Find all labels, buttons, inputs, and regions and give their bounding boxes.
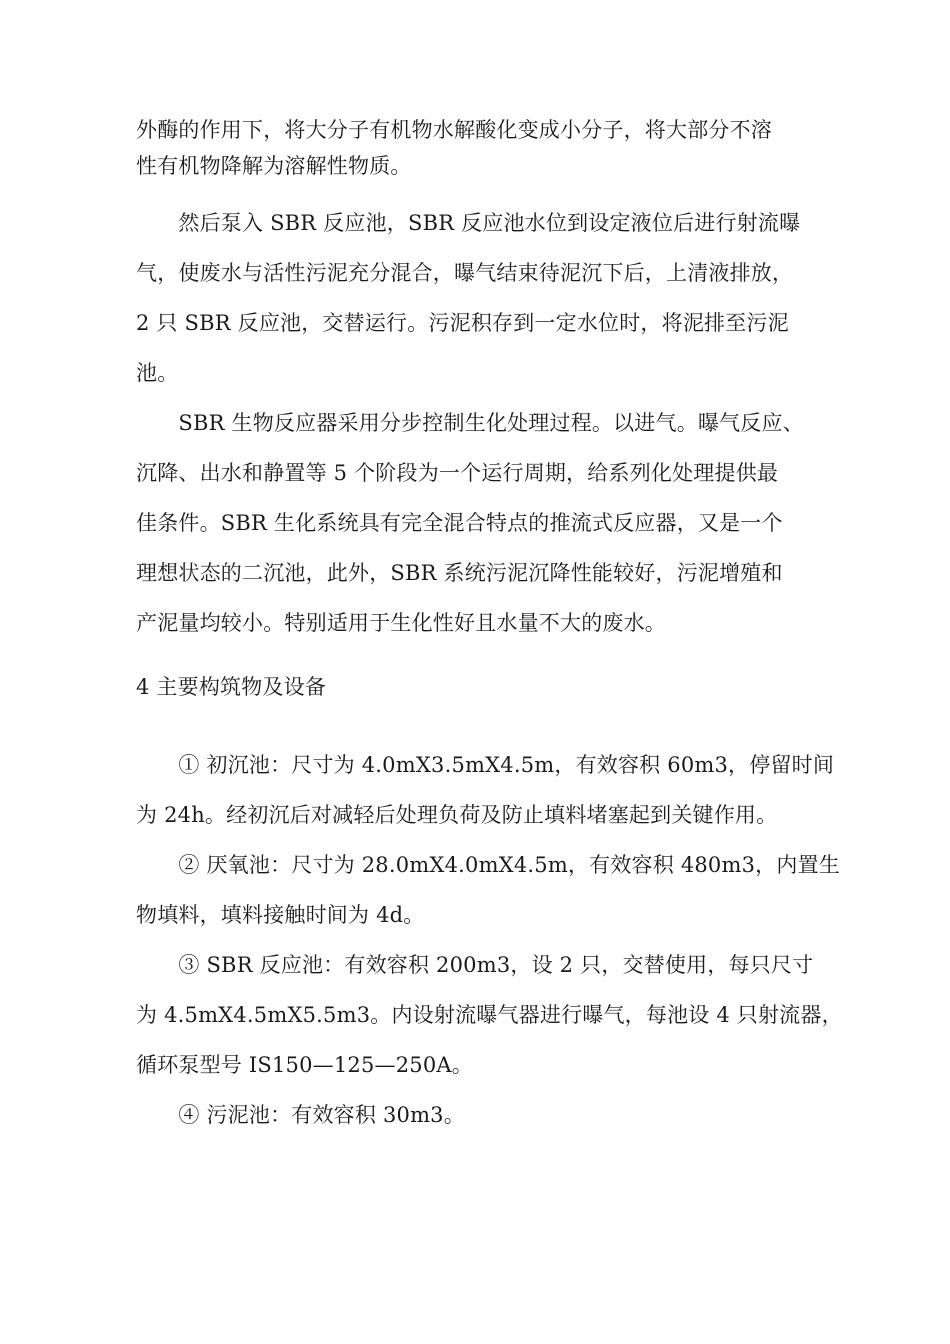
text-line: 为 4.5mX4.5mX5.5m3。内设射流曝气器进行曝气，每池设 4 只射流器， (136, 1003, 843, 1027)
text-line: 性有机物降解为溶解性物质。 (136, 154, 412, 178)
document-body (136, 112, 843, 1140)
equipment-item-1 (136, 740, 836, 840)
text-line: 为 24h。经初沉后对减轻后处理负荷及防止填料堵塞起到关键作用。 (136, 803, 778, 827)
text-line: 然后泵入 SBR 反应池，SBR 反应池水位到设定液位后进行射流曝 (136, 211, 801, 235)
text-line: ② 厌氧池：尺寸为 28.0mX4.0mX4.5m，有效容积 480m3，内置生 (136, 853, 840, 877)
text-line: ③ SBR 反应池：有效容积 200m3，设 2 只，交替使用，每只尺寸 (136, 953, 814, 977)
text-line: 外酶的作用下，将大分子有机物水解酸化变成小分子，将大部分不溶 (136, 118, 772, 142)
text-line: ① 初沉池：尺寸为 4.0mX3.5mX4.5m，有效容积 60m3，停留时间 (136, 753, 835, 777)
text-line: 池。 (136, 361, 179, 385)
paragraph-3 (136, 398, 836, 648)
text-line: SBR 生物反应器采用分步控制生化处理过程。以进气。曝气反应、 (136, 411, 804, 435)
text-line: ④ 污泥池：有效容积 30m3。 (136, 1103, 465, 1127)
paragraph-1 (136, 112, 836, 184)
text-line: 产泥量均较小。特别适用于生化性好且水量不大的废水。 (136, 611, 666, 635)
equipment-item-4 (136, 1090, 836, 1140)
text-line: 理想状态的二沉池，此外，SBR 系统污泥沉降性能较好，污泥增殖和 (136, 561, 783, 585)
text-line: 2 只 SBR 反应池，交替运行。污泥积存到一定水位时，将泥排至污泥 (136, 311, 789, 335)
text-line: 物填料，填料接触时间为 4d。 (136, 903, 425, 927)
text-line: 沉降、出水和静置等 5 个阶段为一个运行周期，给系列化处理提供最 (136, 461, 779, 485)
text-line: 佳条件。SBR 生化系统具有完全混合特点的推流式反应器，又是一个 (136, 511, 783, 535)
equipment-item-2 (136, 840, 840, 940)
equipment-item-3 (136, 940, 843, 1090)
text-line: 气，使废水与活性污泥充分混合，曝气结束待泥沉下后，上清液排放， (136, 261, 794, 285)
paragraph-2 (136, 198, 836, 398)
text-line: 循环泵型号 IS150—125—250A。 (136, 1053, 473, 1077)
section-heading: 4 主要构筑物及设备 (136, 675, 327, 699)
